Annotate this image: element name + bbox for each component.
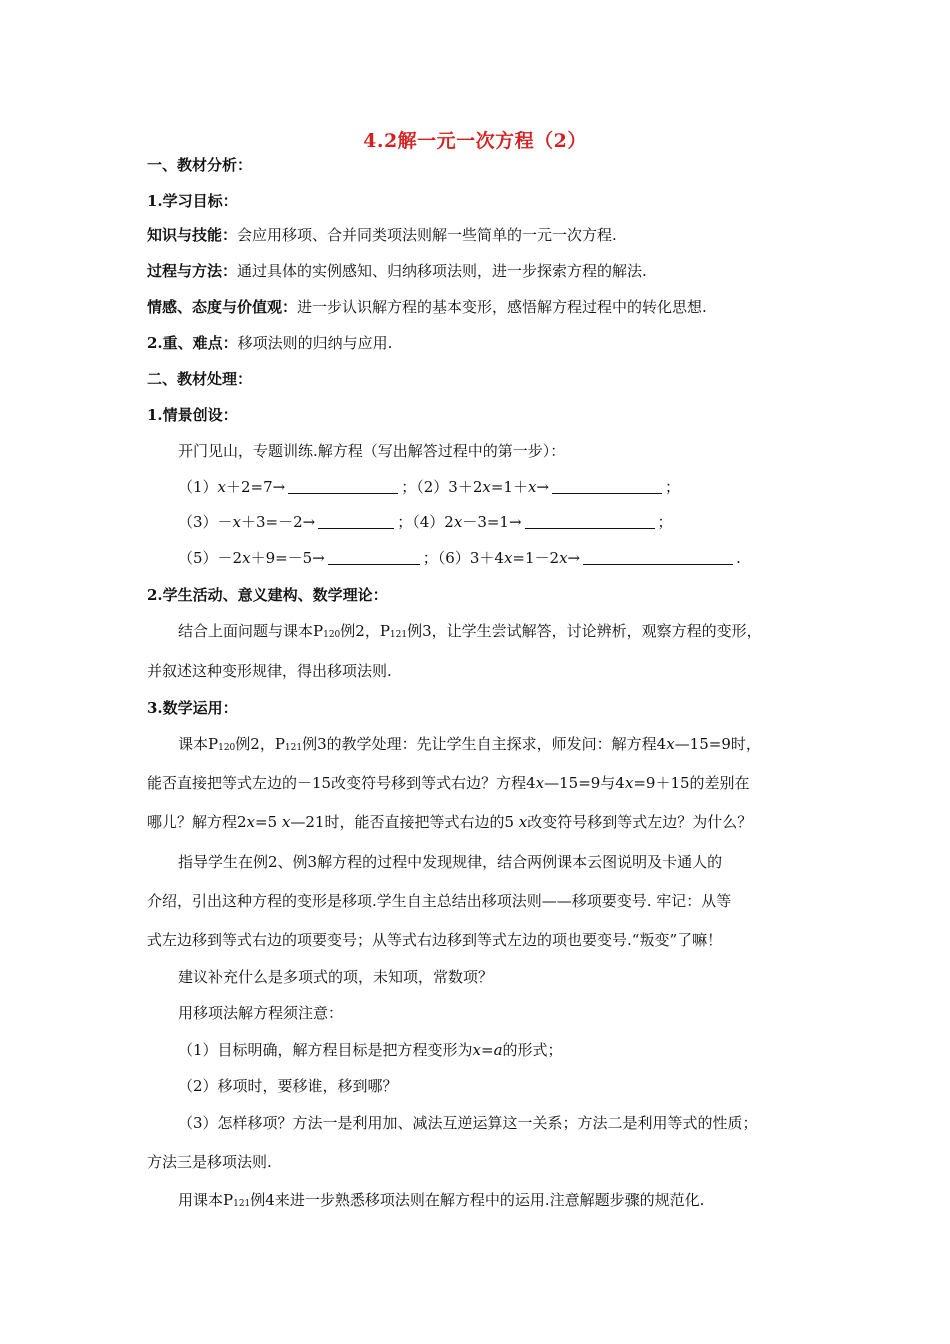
- page-subscript: 120: [218, 743, 236, 753]
- exercise-4-text: －3=1→: [462, 513, 522, 531]
- note-3-line-1: （3）怎样移项？方法一是利用加、减法互逆运算这一关系；方法二是利用等式的性质；: [178, 1114, 758, 1132]
- variable-x: x: [246, 813, 256, 831]
- exercise-6-text: =1－2: [512, 549, 560, 567]
- exercise-row-3: [178, 547, 858, 569]
- paragraph-text: =9＋15的差别在: [633, 774, 750, 792]
- goal-process-text: 通过具体的实例感知、归纳移项法则，进一步探索方程的解法.: [237, 262, 647, 280]
- use-heading: 3.数学运用：: [147, 699, 238, 717]
- exercise-1-text: （1）: [178, 478, 218, 496]
- page-subscript: 121: [284, 743, 303, 753]
- use-paragraph-line-2: [147, 772, 827, 794]
- variable-x: x: [453, 513, 463, 531]
- note-1: [178, 1039, 858, 1061]
- paragraph-text: 例4来进一步熟悉移项法则在解方程中的运用.注意解题步骤的规范化.: [250, 1191, 705, 1209]
- paragraph-text: 改变符号移到等式左边？为什么？: [527, 813, 753, 831]
- use-paragraph-line-3: [147, 811, 827, 833]
- exercise-5-text: ＋9=－5→: [250, 549, 325, 567]
- paragraph-text: 课本P: [178, 735, 219, 753]
- variable-x: x: [503, 549, 513, 567]
- exercise-5-text: （5）－2: [178, 549, 243, 567]
- paragraph-text: 例2，P: [340, 622, 390, 640]
- answer-blank-6[interactable]: [583, 550, 733, 565]
- variable-x: x: [518, 813, 528, 831]
- exercise-3-text: ＋3=－2→: [241, 513, 316, 531]
- variable-x: x: [242, 549, 251, 567]
- exercise-row-2: [178, 511, 858, 533]
- punctuation: ；: [657, 513, 673, 531]
- paragraph-text: 例3的教学处理：先让学生自主探求，师发问：解方程4: [302, 735, 667, 753]
- answer-blank-2[interactable]: [552, 479, 662, 494]
- section-heading-processing: 二、教材处理：: [147, 370, 253, 388]
- page-subscript: 121: [233, 1199, 251, 1209]
- paragraph-text: =5: [255, 813, 282, 831]
- exercise-6-text: →: [567, 549, 581, 567]
- exercise-3-text: （3）－: [178, 513, 233, 531]
- key-points: [147, 332, 827, 354]
- goal-emotion: [147, 296, 827, 318]
- variable-x: x: [217, 478, 227, 496]
- use-paragraph-line-1: [178, 733, 858, 759]
- paragraph-text: =: [481, 1041, 494, 1059]
- note-2: （2）移项时，要移谁，移到哪？: [178, 1077, 398, 1095]
- exercise-6-text: ；（6）3＋4: [422, 549, 504, 567]
- guide-paragraph-line-3: 式左边移到等式右边的项要变号；从等式右边移到等式左边的项也要变号.“叛变”了嘛！: [147, 931, 723, 949]
- paragraph-text: 例3，让学生尝试解答，讨论辨析，观察方程的变形，: [407, 622, 762, 640]
- paragraph-text: 用课本P: [178, 1191, 234, 1209]
- paragraph-text: 能否直接把等式左边的－15改变符号移到等式右边？方程4: [147, 774, 536, 792]
- section-heading-analysis: 一、教材分析：: [147, 156, 253, 174]
- suggestion-line: 建议补充什么是多项式的项，未知项，常数项？: [178, 968, 494, 986]
- variable-x: x: [535, 774, 545, 792]
- paragraph-text: 例2，P: [235, 735, 285, 753]
- goal-knowledge-label: 知识与技能：: [147, 226, 238, 244]
- document-title: 4.2解一元一次方程（2）: [363, 130, 587, 152]
- page-subscript: 121: [389, 630, 408, 640]
- notice-line: 用移项法解方程须注意：: [178, 1004, 344, 1022]
- goals-heading: 1.学习目标：: [147, 192, 238, 210]
- variable-x: x: [624, 774, 634, 792]
- exercise-2-text: ；（2）3＋2: [401, 478, 483, 496]
- answer-blank-1[interactable]: [288, 479, 398, 494]
- variable-a: a: [493, 1041, 503, 1059]
- variable-x: x: [666, 735, 675, 753]
- final-paragraph: [178, 1189, 858, 1215]
- page-subscript: 120: [323, 630, 341, 640]
- punctuation: .: [736, 549, 741, 567]
- paragraph-text: —15=9与4: [544, 774, 625, 792]
- goal-knowledge: [147, 224, 827, 246]
- variable-x: x: [527, 478, 537, 496]
- answer-blank-5[interactable]: [328, 550, 420, 565]
- goal-process-label: 过程与方法：: [147, 262, 238, 280]
- answer-blank-4[interactable]: [525, 514, 655, 529]
- paragraph-text: 哪儿？解方程2: [147, 813, 247, 831]
- variable-x: x: [559, 549, 568, 567]
- variable-x: x: [232, 513, 242, 531]
- goal-emotion-label: 情感、态度与价值观：: [147, 298, 298, 316]
- note-3-line-2: 方法三是移项法则.: [147, 1153, 272, 1171]
- guide-paragraph-line-1: 指导学生在例2、例3解方程的过程中发现规律，结合两例课本云图说明及卡通人的: [178, 853, 723, 871]
- exercise-2-text: →: [536, 478, 550, 496]
- exercise-2-text: =1＋: [490, 478, 528, 496]
- goal-knowledge-text: 会应用移项、合并同类项法则解一些简单的一元一次方程.: [237, 226, 617, 244]
- variable-x: x: [482, 478, 491, 496]
- paragraph-text: —21时，能否直接把等式右边的5: [290, 813, 519, 831]
- paragraph-text: （1）目标明确，解方程目标是把方程变形为: [178, 1041, 473, 1059]
- paragraph-text: 的形式；: [502, 1041, 563, 1059]
- key-points-label: 2.重、难点：: [147, 334, 238, 352]
- key-points-text: 移项法则的归纳与应用.: [237, 334, 393, 352]
- goal-process: [147, 260, 827, 282]
- exercise-4-text: ；（4）2: [397, 513, 454, 531]
- punctuation: ；: [665, 478, 681, 496]
- exercise-row-1: [178, 476, 858, 498]
- answer-blank-3[interactable]: [318, 514, 394, 529]
- scene-heading: 1.情景创设：: [147, 406, 238, 424]
- paragraph-text: —15=9时，: [674, 735, 761, 753]
- paragraph-text: 结合上面问题与课本P: [178, 622, 324, 640]
- exercise-1-text: ＋2=7→: [226, 478, 286, 496]
- scene-intro: 开门见山，专题训练.解方程（写出解答过程中的第一步）：: [178, 442, 566, 460]
- variable-x: x: [281, 813, 291, 831]
- activity-paragraph-line-1: [178, 620, 858, 646]
- guide-paragraph-line-2: 介绍，引出这种方程的变形是移项.学生自主总结出移项法则——移项要变号. 牢记：从等: [147, 892, 732, 910]
- activity-paragraph-line-2: 并叙述这种变形规律，得出移项法则.: [147, 662, 392, 680]
- activity-heading: 2.学生活动、意义建构、数学理论：: [147, 586, 388, 604]
- variable-x: x: [472, 1041, 482, 1059]
- goal-emotion-text: 进一步认识解方程的基本变形，感悟解方程过程中的转化思想.: [297, 298, 707, 316]
